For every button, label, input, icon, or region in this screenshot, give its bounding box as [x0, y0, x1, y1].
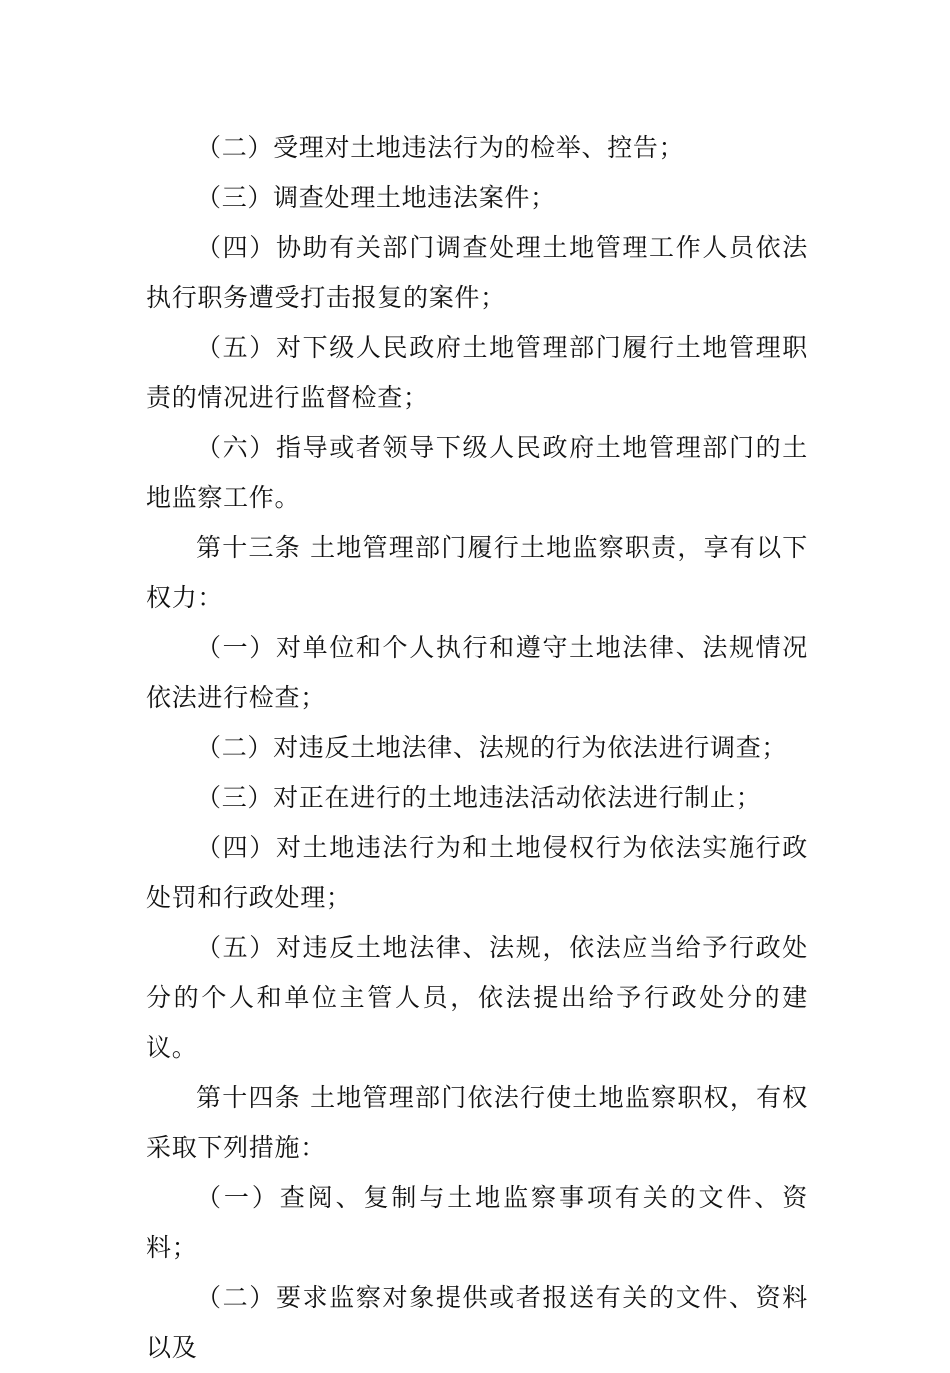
- article-14-item-1: （一）查阅、复制与土地监察事项有关的文件、资料；: [146, 1183, 808, 1262]
- article-13-item-1: （一）对单位和个人执行和遵守土地法律、法规情况依法进行检查；: [146, 633, 808, 712]
- paragraph-item-3: （三）调查处理土地违法案件；: [196, 183, 556, 212]
- article-13-item-2: （二）对违反土地法律、法规的行为依法进行调查；: [196, 733, 788, 762]
- article-14-item-2: （二）要求监察对象提供或者报送有关的文件、资料以及: [146, 1283, 808, 1362]
- article-13-heading: 第十三条 土地管理部门履行土地监察职责，享有以下权力：: [146, 533, 808, 612]
- paragraph-item-6: （六）指导或者领导下级人民政府土地管理部门的土地监察工作。: [146, 433, 808, 512]
- article-13-item-5: （五）对违反土地法律、法规，依法应当给予行政处分的个人和单位主管人员，依法提出给予行政处分的建议。: [146, 933, 808, 1062]
- article-13-item-4: （四）对土地违法行为和土地侵权行为依法实施行政处罚和行政处理；: [146, 833, 808, 912]
- paragraph-item-4: （四）协助有关部门调查处理土地管理工作人员依法执行职务遭受打击报复的案件；: [146, 233, 808, 312]
- paragraph-item-2: （二）受理对土地违法行为的检举、控告；: [196, 133, 685, 162]
- document-body: [146, 123, 808, 1373]
- article-14-heading: 第十四条 土地管理部门依法行使土地监察职权，有权采取下列措施：: [146, 1083, 808, 1162]
- article-13-item-3: （三）对正在进行的土地违法活动依法进行制止；: [196, 783, 762, 812]
- paragraph-item-5: （五）对下级人民政府土地管理部门履行土地管理职责的情况进行监督检查；: [146, 333, 808, 412]
